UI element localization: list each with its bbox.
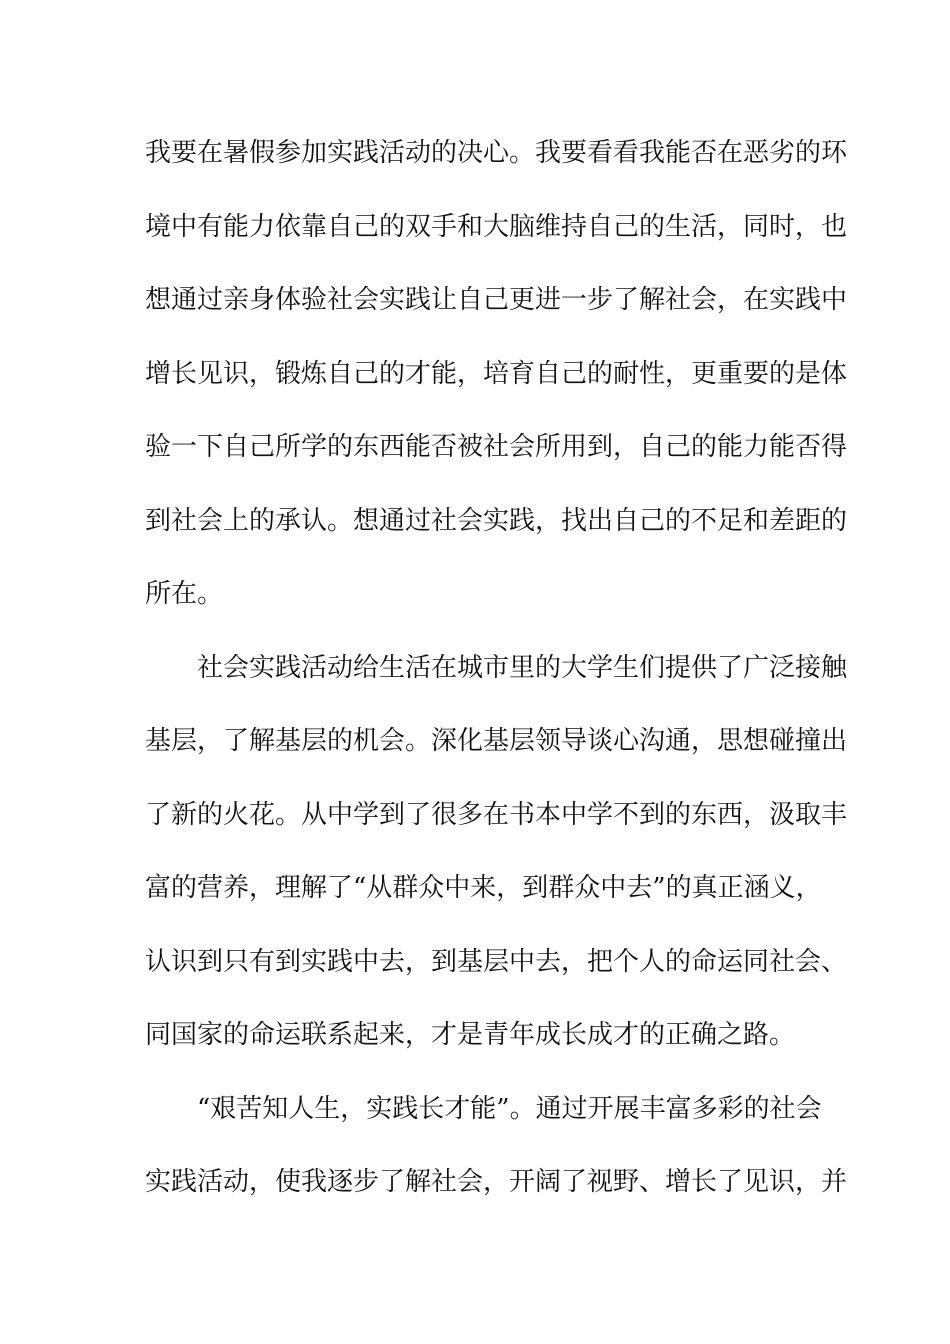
text-line: 同国家的命运联系起来，才是青年成长成才的正确之路。	[145, 1020, 796, 1050]
text-line: 境中有能力依靠自己的双手和大脑维持自己的生活，同时，也	[145, 211, 848, 242]
text-line: 所在。	[145, 579, 224, 609]
text-line: 想通过亲身体验社会实践让自己更进一步了解社会，在实践中	[145, 285, 848, 315]
text-line: 验一下自己所学的东西能否被社会所用到，自己的能力能否得	[145, 432, 848, 462]
text-line: 到社会上的承认。想通过社会实践，找出自己的不足和差距的	[145, 505, 848, 536]
text-line: 社会实践活动给生活在城市里的大学生们提供了广泛接触	[197, 652, 848, 683]
document-body	[145, 131, 848, 1234]
text-line: 实践活动，使我逐步了解社会，开阔了视野、增长了见识，并	[145, 1167, 848, 1197]
text-line: 了新的火花。从中学到了很多在书本中学不到的东西，汲取丰	[145, 799, 848, 830]
text-line: 认识到只有到实践中去，到基层中去，把个人的命运同社会、	[145, 946, 848, 977]
text-line: 基层，了解基层的机会。深化基层领导谈心沟通，思想碰撞出	[145, 726, 848, 756]
text-line: “艰苦知人生，实践长才能”。通过开展丰富多彩的社会	[197, 1093, 822, 1124]
text-line: 增长见识，锻炼自己的才能，培育自己的耐性，更重要的是体	[145, 358, 848, 389]
text-line: 我要在暑假参加实践活动的决心。我要看看我能否在恶劣的环	[145, 138, 848, 168]
text-line: 富的营养，理解了“从群众中来，到群众中去”的真正涵义，	[145, 873, 822, 903]
